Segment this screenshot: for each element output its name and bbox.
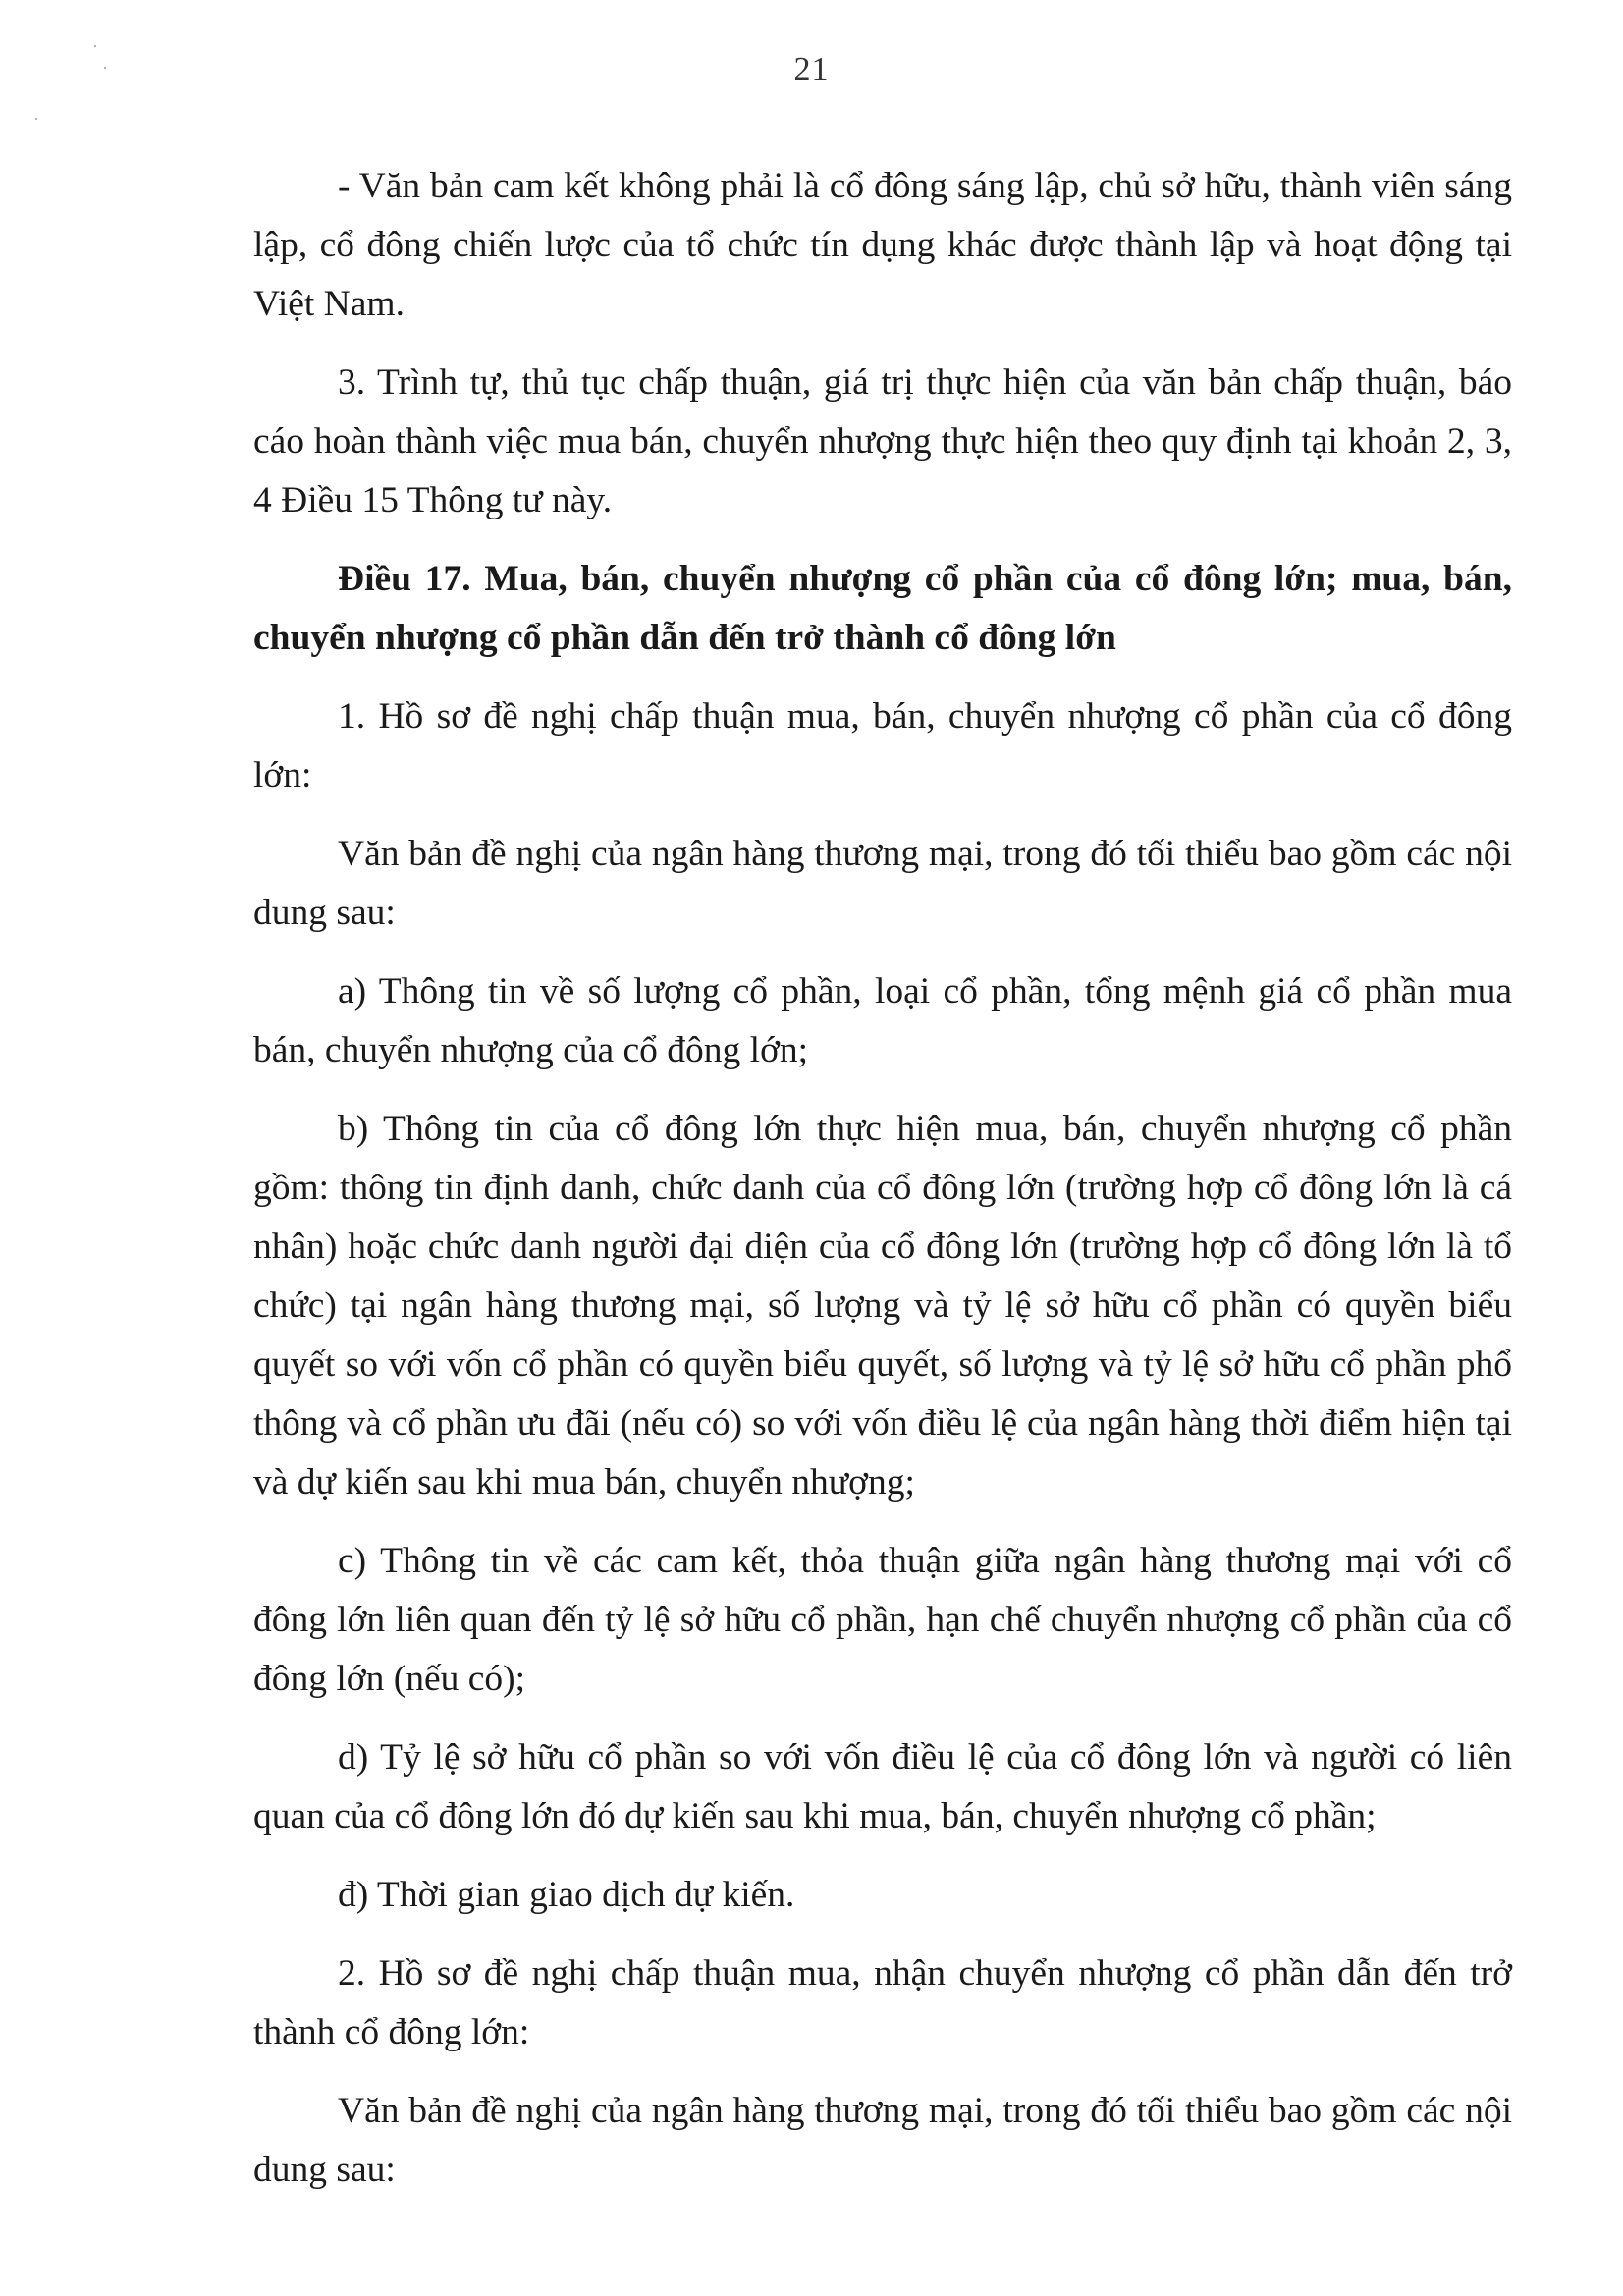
clause-2-paragraph: 2. Hồ sơ đề nghị chấp thuận mua, nhận chuyển nhượng cổ phần dẫn đến trở thành cổ đông lớn: — [253, 1953, 1512, 2052]
request-document-paragraph-2: Văn bản đề nghị của ngân hàng thương mại, trong đó tối thiểu bao gồm các nội dung sau: — [253, 2091, 1512, 2190]
scan-speck — [35, 118, 37, 120]
request-document-paragraph: Văn bản đề nghị của ngân hàng thương mại, trong đó tối thiểu bao gồm các nội dung sau: — [253, 834, 1512, 933]
article-17-heading: Điều 17. Mua, bán, chuyển nhượng cổ phần của cổ đông lớn; mua, bán, chuyển nhượng cổ phần dẫn đến trở thành cổ đông lớn — [253, 559, 1512, 658]
document-body — [253, 157, 1512, 2219]
item-d-paragraph: d) Tỷ lệ sở hữu cổ phần so với vốn điều lệ của cổ đông lớn và người có liên quan của cổ đông lớn đó dự kiến sau khi mua, bán, chuyển nhượng cổ phần; — [253, 1737, 1512, 1836]
commitment-paragraph: - Văn bản cam kết không phải là cổ đông sáng lập, chủ sở hữu, thành viên sáng lập, cổ đông chiến lược của tổ chức tín dụng khác được thành lập và hoạt động tại Việt Nam. — [253, 166, 1512, 324]
item-a-paragraph: a) Thông tin về số lượng cổ phần, loại cổ phần, tổng mệnh giá cổ phần mua bán, chuyển nhượng của cổ đông lớn; — [253, 971, 1512, 1070]
clause-3-paragraph: 3. Trình tự, thủ tục chấp thuận, giá trị thực hiện của văn bản chấp thuận, báo cáo hoàn thành việc mua bán, chuyển nhượng thực hiện theo quy định tại khoản 2, 3, 4 Điều 15 Thông tư này. — [253, 362, 1512, 520]
page-number: 21 — [793, 51, 830, 87]
scan-speck — [94, 45, 96, 47]
clause-1-paragraph: 1. Hồ sơ đề nghị chấp thuận mua, bán, chuyển nhượng cổ phần của cổ đông lớn: — [253, 696, 1512, 795]
item-c-paragraph: c) Thông tin về các cam kết, thỏa thuận giữa ngân hàng thương mại với cổ đông lớn liên quan đến tỷ lệ sở hữu cổ phần, hạn chế chuyển nhượng cổ phần của cổ đông lớn (nếu có); — [253, 1541, 1512, 1699]
item-dd-paragraph: đ) Thời gian giao dịch dự kiến. — [338, 1875, 795, 1915]
item-b-paragraph: b) Thông tin của cổ đông lớn thực hiện mua, bán, chuyển nhượng cổ phần gồm: thông tin định danh, chức danh của cổ đông lớn (trường hợp cổ đông lớn là cá nhân) hoặc chức danh người đại diện của cổ đông lớn (trường hợp cổ đông lớn là tổ chức) tại ngân hàng thương mại, số lượng và tỷ lệ sở hữu cổ phần có quyền biểu quyết so với vốn cổ phần có quyền biểu quyết, số lượng và tỷ lệ sở hữu cổ phần phổ thông và cổ phần ưu đãi (nếu có) so với vốn điều lệ của ngân hàng thời điểm hiện tại và dự kiến sau khi mua bán, chuyển nhượng; — [253, 1109, 1512, 1503]
